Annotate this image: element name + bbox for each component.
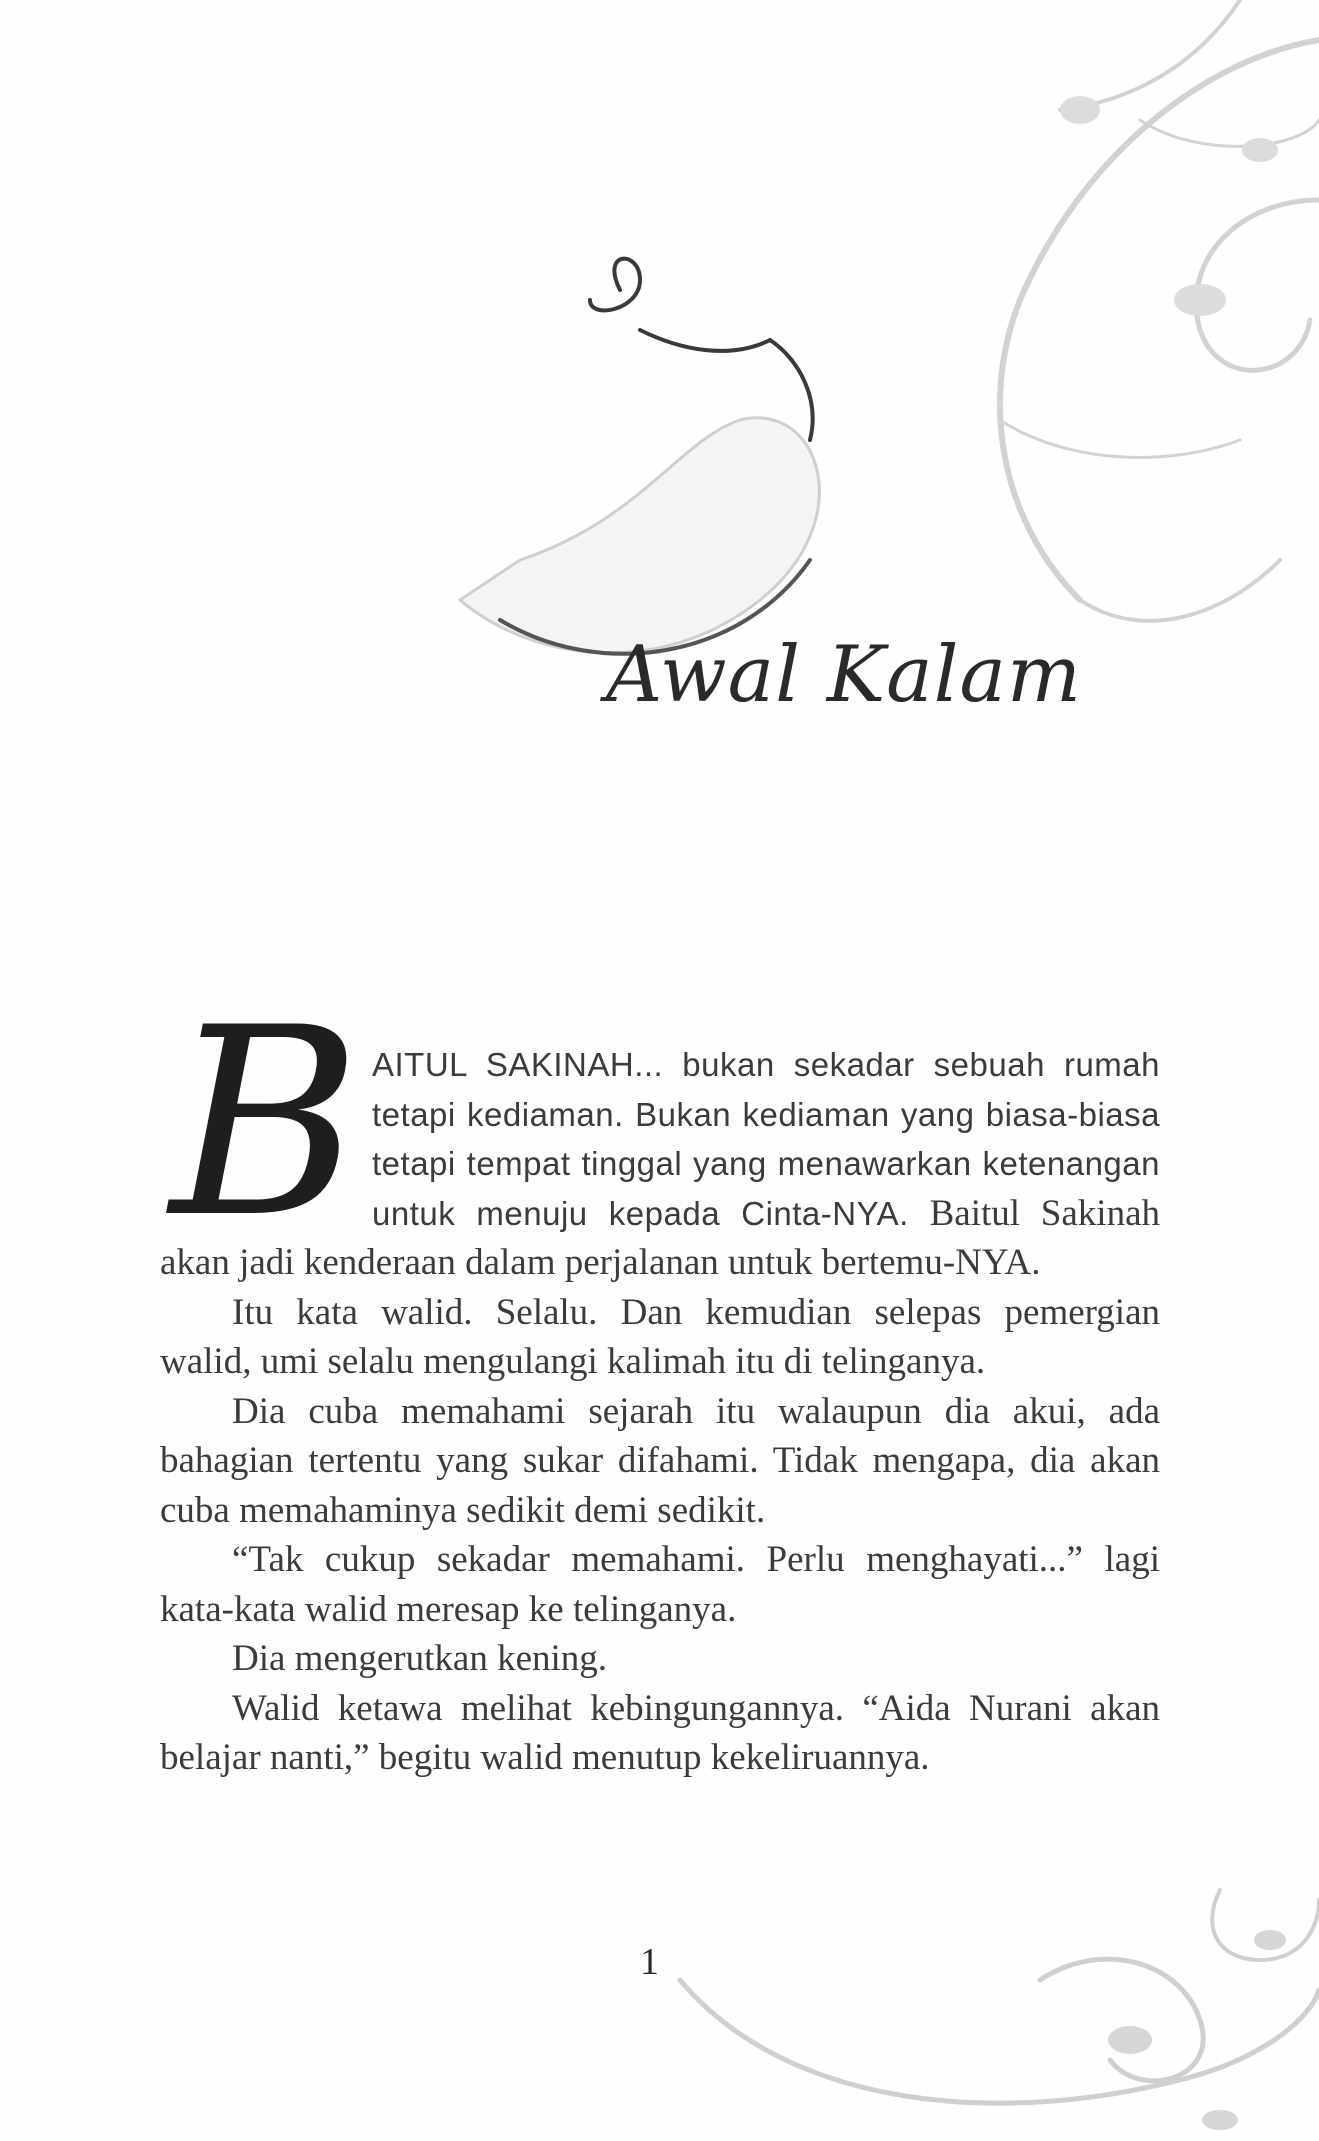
paragraph: Dia cuba memahami sejarah itu walaupun dia akui, ada bahagian tertentu yang sukar difahami. Tidak mengapa, dia akan cuba memahaminya sedikit demi sedikit. bbox=[160, 1390, 1160, 1531]
opening-paragraph bbox=[160, 973, 1160, 1288]
drop-cap bbox=[160, 973, 362, 1275]
paragraph: Itu kata walid. Selalu. Dan kemudian selepas pemergian walid, umi selalu mengulangi kalimah itu di telinganya. bbox=[160, 1291, 1160, 1382]
paragraph: Walid ketawa melihat kebingungannya. “Aida Nurani akan belajar nanti,” begitu walid menutup kekeliruannya. bbox=[160, 1687, 1160, 1778]
body-text bbox=[160, 973, 1160, 1783]
page-number: 1 bbox=[640, 1941, 659, 1983]
opening-continuation: Baitul Sakinah akan jadi kenderaan dalam perjalanan untuk bertemu-NYA. bbox=[160, 1192, 1160, 1283]
floral-ornament-bottom bbox=[660, 1860, 1319, 2141]
chapter-title: Awal Kalam bbox=[606, 630, 1083, 720]
drop-cap-letter: B bbox=[170, 973, 362, 1275]
paragraph: “Tak cukup sekadar memahami. Perlu menghayati...” lagi kata-kata walid meresap ke telinganya. bbox=[160, 1539, 1160, 1630]
opening-sentence: AITUL SAKINAH... bukan sekadar sebuah rumah tetapi kediaman. Bukan kediaman yang biasa-biasa tetapi tempat tinggal yang menawarkan ketenangan untuk menuju kepada Cinta-NYA. bbox=[372, 1046, 1160, 1232]
paragraph: Dia mengerutkan kening. bbox=[232, 1638, 608, 1679]
